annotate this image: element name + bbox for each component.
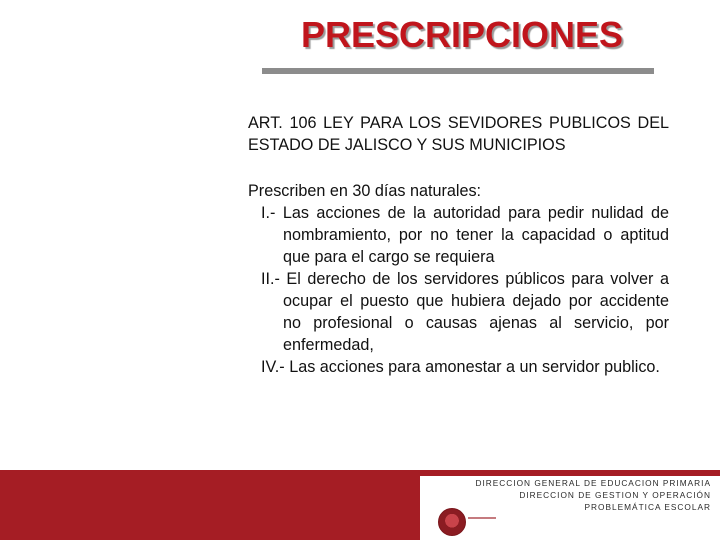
logo-caption-mark bbox=[468, 517, 496, 519]
footer-line-3: PROBLEMÁTICA ESCOLAR bbox=[584, 502, 711, 512]
footer-line-2: DIRECCION DE GESTION Y OPERACIÓN bbox=[519, 490, 711, 500]
list-item: I.- Las acciones de la autoridad para pedir nulidad de nombramiento, por no tener la capacidad o aptitud que para el cargo se requiera bbox=[261, 204, 669, 266]
list-item: II.- El derecho de los servidores públicos para volver a ocupar el puesto que hubiera dejado por accidente no profesional o causas ajenas al servicio, por enfermedad, bbox=[261, 270, 669, 354]
intro-text: Prescriben en 30 días naturales: bbox=[248, 182, 482, 200]
list-item: IV.- Las acciones para amonestar a un servidor publico. bbox=[261, 358, 660, 376]
footer-text bbox=[421, 477, 711, 513]
slide-body bbox=[248, 112, 669, 378]
title-underline bbox=[262, 68, 654, 74]
page-title: PRESCRIPCIONES bbox=[300, 14, 624, 55]
article-heading: ART. 106 LEY PARA LOS SEVIDORES PUBLICOS DEL ESTADO DE JALISCO Y SUS MUNICIPIOS bbox=[248, 114, 669, 154]
footer-line-1: DIRECCION GENERAL DE EDUCACION PRIMARIA bbox=[475, 478, 711, 488]
